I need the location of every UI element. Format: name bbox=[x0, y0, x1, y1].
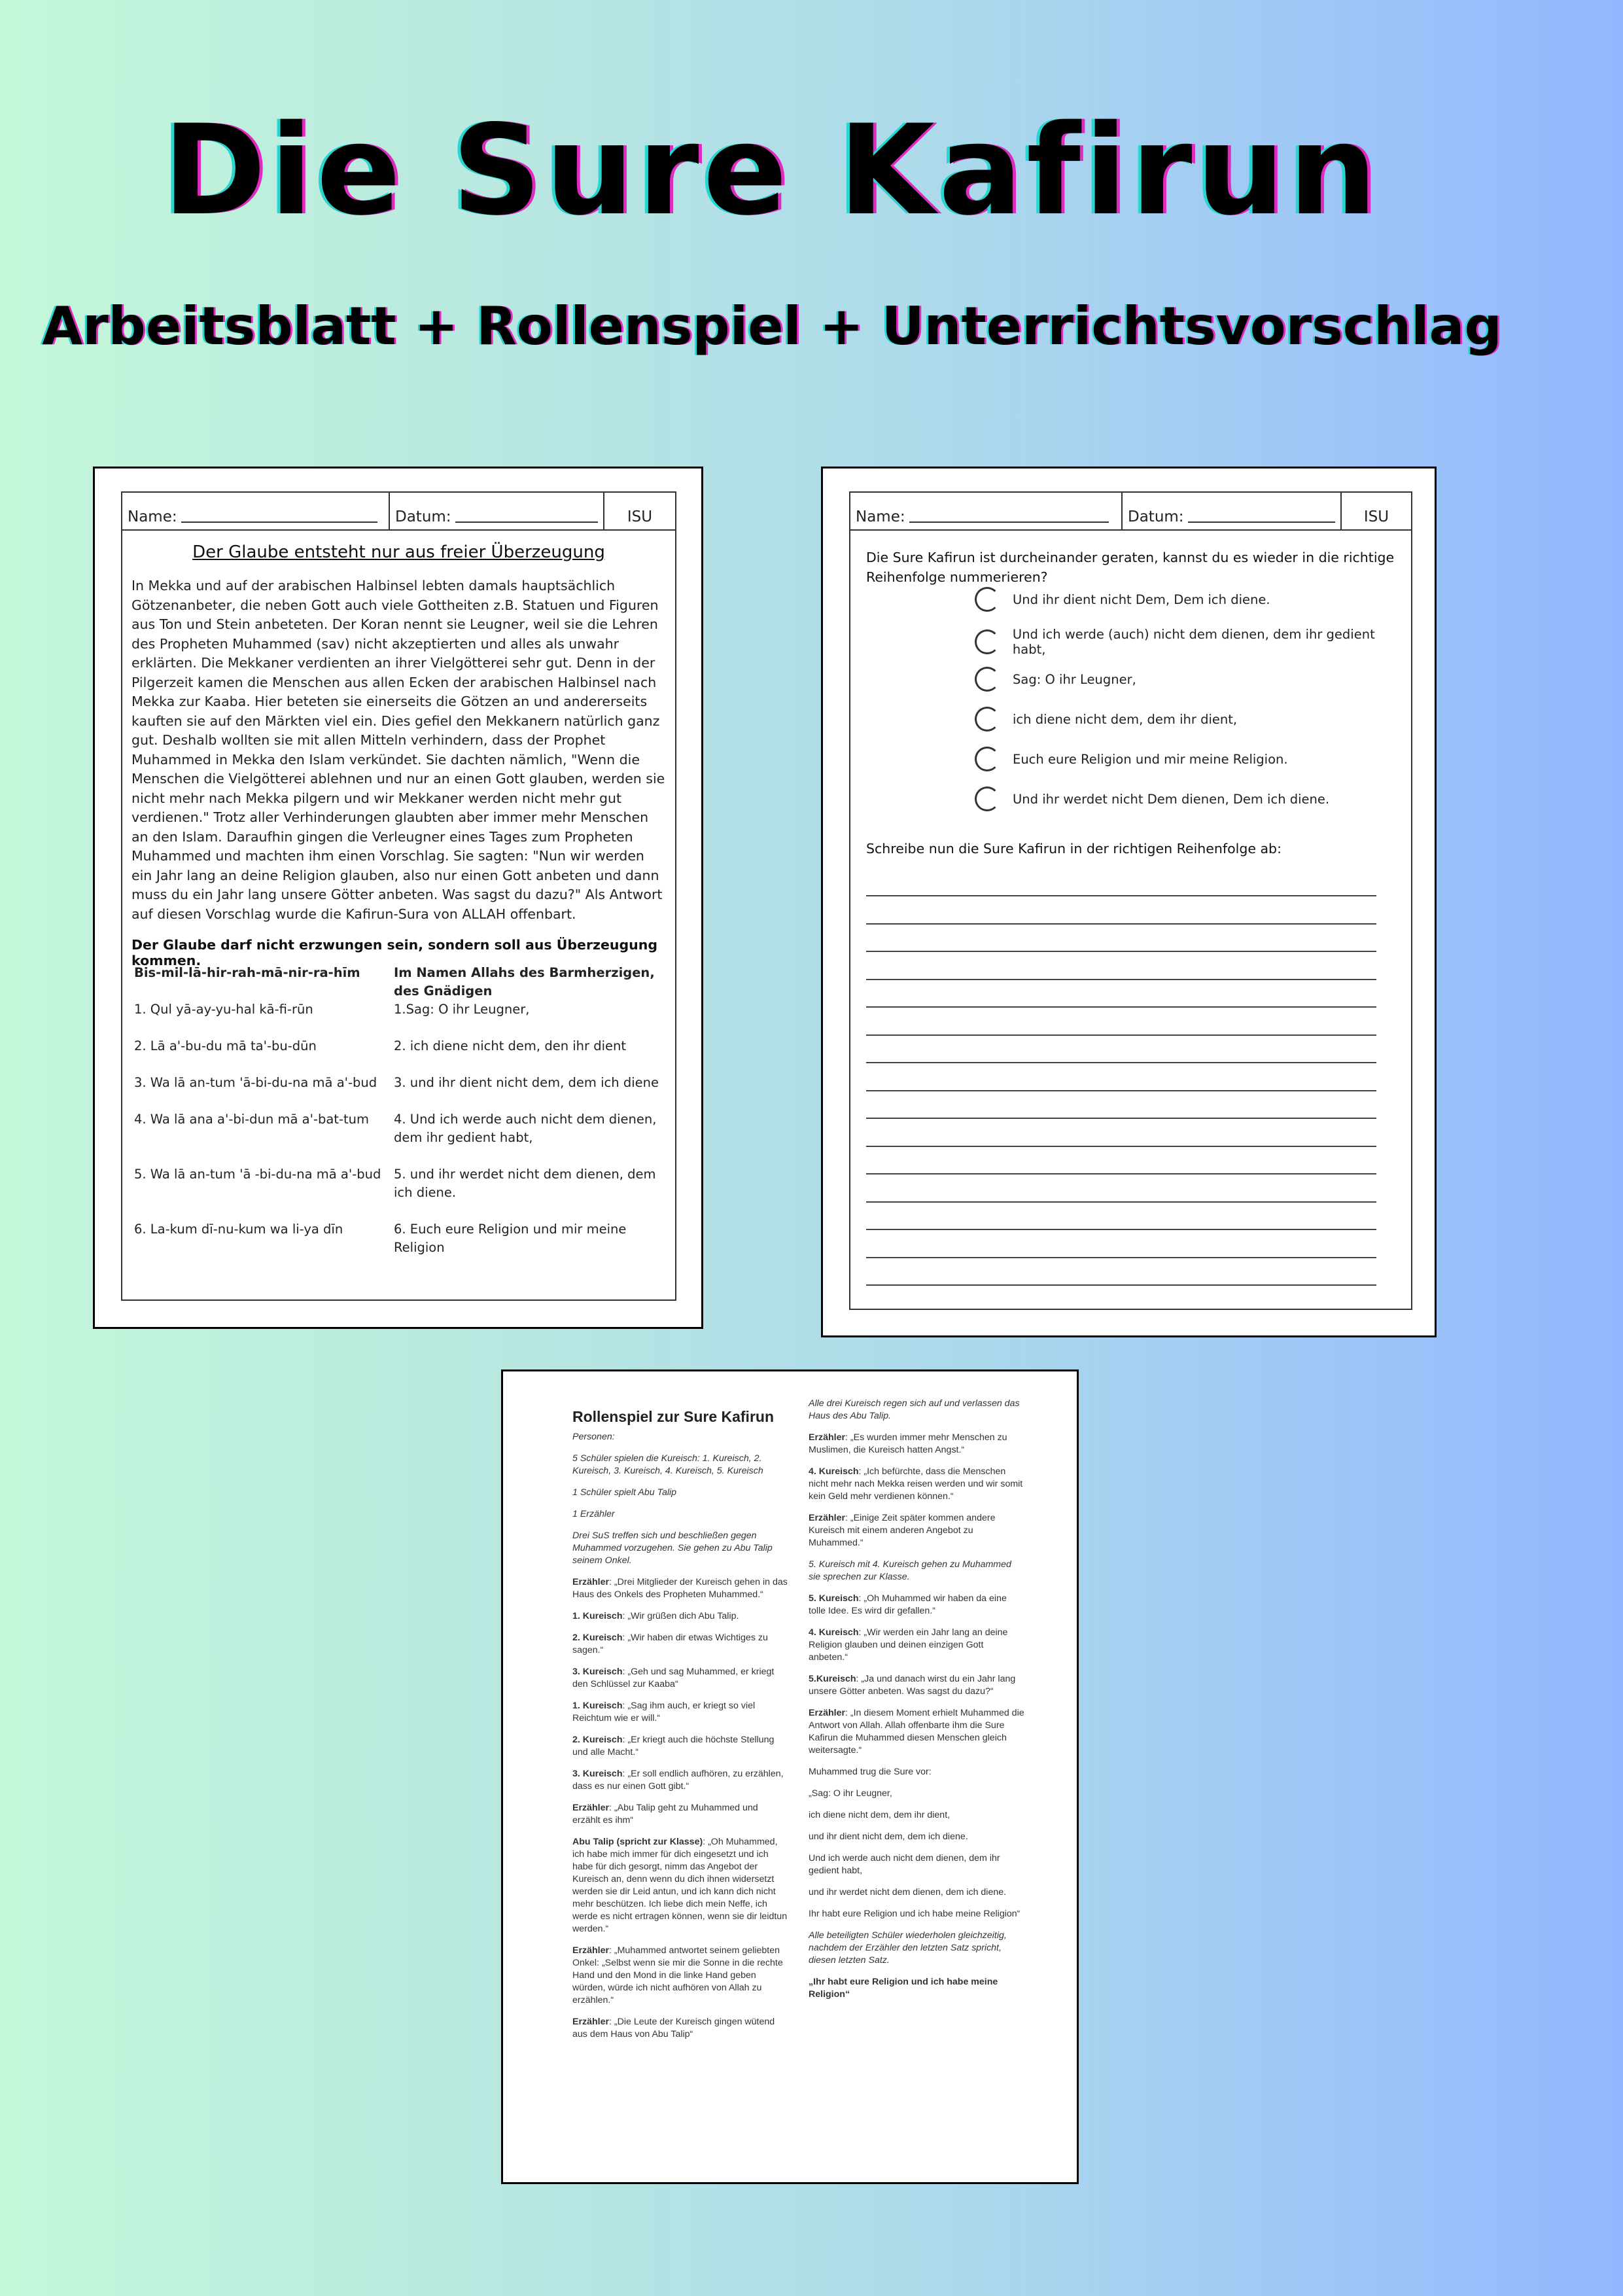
number-circle[interactable] bbox=[975, 667, 1000, 692]
writing-line[interactable] bbox=[866, 923, 1376, 925]
roleplay-paragraph bbox=[809, 1398, 1024, 1422]
ordering-item bbox=[975, 786, 1329, 811]
surah-german-line: Im Namen Allahs des Barmherzigen, des Gnädigen bbox=[394, 965, 655, 998]
writing-line[interactable] bbox=[866, 1146, 1376, 1147]
worksheet-heading: Der Glaube entsteht nur aus freier Überzeugung bbox=[192, 542, 605, 562]
roleplay-text: Alle beteiligten Schüler wiederholen gleichzeitig, nachdem der Erzähler den letzten Satz spricht, diesen letzten Satz. bbox=[809, 1930, 1007, 1966]
roleplay-text: : „Die Leute der Kureisch gingen wütend aus dem Haus von Abu Talip“ bbox=[572, 2017, 775, 2040]
roleplay-text: Alle drei Kureisch regen sich auf und verlassen das Haus des Abu Talip. bbox=[809, 1398, 1020, 1421]
roleplay-paragraph bbox=[572, 1768, 788, 1793]
story-text: In Mekka und auf der arabischen Halbinsel lebten damals hauptsächlich Götzenanbeter, die neben Gott auch viele Gottheiten z.B. Statuen und Figuren aus Ton und Stein anbeteten. Der Koran nennt sie Leugner, weil sie die Lehren des Propheten Muhammed (sav) nicht akzeptierten und alles als unwahr erklärten. Die Mekkaner verdienten an ihrer Vielgötterei sehr gut. Denn in der Pilgerzeit kamen die Menschen aus allen Ecken der arabischen Halbinsel nach Mekka zur Kaaba. Hier beteten sie einerseits die Götzen an und andererseits kauften sie auf den Märkten viel ein. Dies gefiel den Mekkanern natürlich ganz gut. Deshalb wollten sie mit allen Mitteln verhindern, dass der Prophet Muhammed in Mekka den Islam verkündet. Sie dachten nämlich, "Wenn die Menschen die Vielgötterei ablehnen und nur an einen Gott glauben, werden sie nicht mehr nach Mekka pilgern und wir Mekkaner werden nicht mehr gut verdienen." Trotz aller Verhinderungen glaubten aber immer mehr Menschen an den Islam. Daraufhin gingen die Verleugner eines Tages zum Propheten Muhammed und machten ihm einen Vorschlag. Sie sagten: "Nun wir werden ein Jahr lang an deine Religion glauben, also nur einen Gott anbeten und dann muss du ein Jahr lang unsere Götter anbeten. Was sagst du dazu?" Als Antwort auf diesen Vorschlag wurde die Kafirun-Sura von ALLAH offenbart. bbox=[131, 578, 665, 922]
ordering-item bbox=[975, 667, 1136, 692]
roleplay-text: 5. Kureisch mit 4. Kureisch gehen zu Muhammed sie sprechen zur Klasse. bbox=[809, 1559, 1011, 1582]
roleplay-paragraph bbox=[809, 1593, 1024, 1617]
roleplay-text: : „Muhammed antwortet seinem geliebten Onkel: „Selbst wenn sie mir die Sonne in die rechte Hand und den Mond in die linke Hand geben würden, würde ich nicht aufhören von Allah zu erzählen.“ bbox=[572, 1945, 783, 2005]
roleplay-text: Drei SuS treffen sich und beschließen gegen Muhammed vorzugehen. Sie gehen zu Abu Talip seinem Onkel. bbox=[572, 1530, 773, 1566]
roleplay-text: : „Ja und danach wirst du ein Jahr lang unsere Götter anbeten. Was sagst du dazu?“ bbox=[809, 1674, 1016, 1697]
roleplay-text: : „Oh Muhammed wir haben da eine tolle Idee. Es wird dir gefallen.“ bbox=[809, 1593, 1007, 1616]
roleplay-text: : „Ich befürchte, dass die Menschen nicht mehr nach Mekka reisen werden und wir somit kein Geld mehr verdienen können.“ bbox=[809, 1466, 1023, 1502]
ordering-item-text: ich diene nicht dem, dem ihr dient, bbox=[1013, 711, 1238, 727]
roleplay-paragraph bbox=[572, 1666, 788, 1691]
writing-line[interactable] bbox=[866, 1284, 1376, 1286]
writing-line[interactable] bbox=[866, 1062, 1376, 1063]
worksheet-frame bbox=[849, 491, 1412, 1310]
writing-line[interactable] bbox=[866, 1034, 1376, 1036]
roleplay-paragraph bbox=[572, 1700, 788, 1725]
roleplay-text: : „Oh Muhammed, ich habe mich immer für dich eingesetzt und ich habe für dich gesorgt, nimm das Angebot der Kureisch an, denn wenn du dich ihnen widersetzt werden sie dir Leid antun, und ich kann dich nicht mehr beschützen. Ich liebe dich mein Neffe, ich werde es nicht ertragen können, wenn sie dir leidtun werden.“ bbox=[572, 1837, 788, 1934]
datum-line bbox=[455, 521, 598, 523]
number-circle[interactable] bbox=[975, 747, 1000, 771]
roleplay-paragraph bbox=[572, 1836, 788, 1935]
roleplay-paragraph bbox=[809, 1930, 1024, 1967]
roleplay-paragraph bbox=[572, 2016, 788, 2041]
number-circle[interactable] bbox=[975, 707, 1000, 732]
roleplay-paragraph bbox=[572, 1945, 788, 2007]
roleplay-paragraph bbox=[572, 1734, 788, 1759]
copy-instruction: Schreibe nun die Sure Kafirun in der richtigen Reihenfolge ab: bbox=[866, 841, 1282, 857]
worksheet-page-1 bbox=[93, 467, 703, 1329]
roleplay-left-column bbox=[572, 1408, 788, 2050]
roleplay-text: „Sag: O ihr Leugner, bbox=[809, 1788, 892, 1799]
datum-label: Datum: bbox=[395, 508, 451, 525]
datum-line bbox=[1188, 521, 1335, 523]
speaker-label: 4. Kureisch bbox=[809, 1627, 859, 1638]
key-sentence: Der Glaube darf nicht erzwungen sein, sondern soll aus Überzeugung kommen. bbox=[131, 937, 658, 968]
surah-arabic-line: 2. Lā a'-bu-du mā ta'-bu-dūn bbox=[134, 1038, 317, 1053]
roleplay-text: „Ihr habt eure Religion und ich habe meine Religion“ bbox=[809, 1977, 998, 2000]
roleplay-paragraph bbox=[572, 1453, 788, 1477]
roleplay-paragraph bbox=[809, 1809, 1024, 1822]
surah-german-line: 3. und ihr dient nicht dem, dem ich diene bbox=[394, 1075, 659, 1090]
roleplay-paragraph bbox=[572, 1487, 788, 1499]
roleplay-text: : „Er soll endlich aufhören, zu erzählen, dass es nur einen Gott gibt.“ bbox=[572, 1769, 784, 1792]
surah-arabic-line: 5. Wa lā an-tum 'ā -bi-du-na mā a'-bud bbox=[134, 1167, 381, 1182]
roleplay-text: : „Wir grüßen dich Abu Talip. bbox=[622, 1611, 739, 1621]
roleplay-paragraph bbox=[572, 1610, 788, 1623]
roleplay-paragraph bbox=[572, 1508, 788, 1521]
roleplay-paragraph bbox=[809, 1512, 1024, 1549]
roleplay-paragraph bbox=[809, 1707, 1024, 1757]
ordering-question: Die Sure Kafirun ist durcheinander geraten, kannst du es wieder in die richtige Reihenfolge nummerieren? bbox=[866, 550, 1395, 585]
speaker-label: 1. Kureisch bbox=[572, 1701, 623, 1711]
ordering-item-text: Sag: O ihr Leugner, bbox=[1013, 671, 1136, 687]
roleplay-text: 5 Schüler spielen die Kureisch: 1. Kureisch, 2. Kureisch, 3. Kureisch, 4. Kureisch, 5. Kureisch bbox=[572, 1453, 763, 1476]
roleplay-text: und ihr dient nicht dem, dem ich diene. bbox=[809, 1831, 968, 1842]
surah-arabic-line: 1. Qul yā-ay-yu-hal kā-fi-rūn bbox=[134, 1002, 313, 1017]
writing-line[interactable] bbox=[866, 1257, 1376, 1258]
writing-line[interactable] bbox=[866, 1118, 1376, 1119]
roleplay-text: : „Wir haben dir etwas Wichtiges zu sagen.“ bbox=[572, 1633, 768, 1655]
roleplay-text: : „Wir werden ein Jahr lang an deine Religion glauben und deinen einzigen Gott anbeten.“ bbox=[809, 1627, 1008, 1663]
speaker-label: Erzähler bbox=[572, 1945, 609, 1956]
ordering-item-text: Und ich werde (auch) nicht dem dienen, dem ihr gedient habt, bbox=[1012, 627, 1375, 657]
speaker-label: 3. Kureisch bbox=[572, 1667, 623, 1677]
roleplay-paragraph bbox=[572, 1632, 788, 1657]
roleplay-text: : „Es wurden immer mehr Menschen zu Muslimen, die Kureisch hatten Angst.“ bbox=[809, 1432, 1007, 1455]
ordering-item bbox=[975, 627, 1411, 657]
roleplay-paragraph bbox=[809, 1673, 1024, 1698]
roleplay-text: Muhammed trug die Sure vor: bbox=[809, 1767, 932, 1777]
header-row bbox=[122, 493, 675, 531]
roleplay-text: : „Er kriegt auch die höchste Stellung und alle Macht.“ bbox=[572, 1735, 775, 1757]
speaker-label: 2. Kureisch bbox=[572, 1633, 623, 1643]
name-line bbox=[181, 521, 377, 523]
roleplay-paragraph bbox=[809, 1766, 1024, 1778]
ordering-item bbox=[975, 747, 1288, 771]
number-circle[interactable] bbox=[975, 786, 1000, 811]
isu-label: ISU bbox=[1363, 508, 1389, 525]
writing-line[interactable] bbox=[866, 1090, 1376, 1091]
ordering-item bbox=[975, 707, 1237, 732]
surah-german-line: 4. Und ich werde auch nicht dem dienen, dem ihr gedient habt, bbox=[394, 1112, 657, 1145]
roleplay-paragraph bbox=[572, 1576, 788, 1601]
roleplay-paragraph bbox=[809, 1627, 1024, 1664]
roleplay-right-column bbox=[809, 1398, 1024, 2010]
speaker-label: Abu Talip (spricht zur Klasse) bbox=[572, 1837, 703, 1847]
roleplay-paragraph bbox=[809, 1886, 1024, 1899]
roleplay-text: : „Drei Mitglieder der Kureisch gehen in das Haus des Onkels des Propheten Muhammed.“ bbox=[572, 1577, 788, 1600]
name-line bbox=[909, 521, 1109, 523]
main-title: Die Sure Kafirun bbox=[162, 98, 1382, 243]
roleplay-paragraph bbox=[809, 1976, 1024, 2001]
roleplay-text: 1 Schüler spielt Abu Talip bbox=[572, 1487, 677, 1498]
roleplay-text: 1 Erzähler bbox=[572, 1509, 615, 1519]
speaker-label: Erzähler bbox=[572, 1803, 609, 1813]
roleplay-paragraph bbox=[809, 1788, 1024, 1800]
surah-arabic-line: 3. Wa lā an-tum 'ā-bi-du-na mā a'-bud bbox=[134, 1075, 377, 1090]
surah-arabic-line: 4. Wa lā ana a'-bi-dun mā a'-bat-tum bbox=[134, 1112, 369, 1127]
name-label: Name: bbox=[856, 508, 905, 525]
writing-line[interactable] bbox=[866, 979, 1376, 980]
isu-label: ISU bbox=[627, 508, 653, 525]
surah-arabic-line: 6. La-kum dī-nu-kum wa li-ya dīn bbox=[134, 1222, 343, 1237]
roleplay-text: : „Abu Talip geht zu Muhammed und erzählt es ihm“ bbox=[572, 1803, 758, 1826]
roleplay-page bbox=[501, 1369, 1079, 2184]
ordering-item-text: Und ihr dient nicht Dem, Dem ich diene. bbox=[1013, 592, 1270, 607]
roleplay-text: Personen: bbox=[572, 1432, 615, 1442]
roleplay-text: ich diene nicht dem, dem ihr dient, bbox=[809, 1810, 951, 1820]
surah-arabic-line: Bis-mil-lā-hir-rah-mā-nir-ra-hīm bbox=[134, 965, 360, 980]
speaker-label: 5.Kureisch bbox=[809, 1674, 856, 1684]
roleplay-paragraph bbox=[572, 1530, 788, 1567]
surah-german-line: 1.Sag: O ihr Leugner, bbox=[394, 1002, 530, 1017]
roleplay-text: Und ich werde auch nicht dem dienen, dem ihr gedient habt, bbox=[809, 1853, 1000, 1876]
roleplay-paragraph bbox=[572, 1802, 788, 1827]
speaker-label: Erzähler bbox=[809, 1513, 845, 1523]
surah-german-line: 5. und ihr werdet nicht dem dienen, dem ich diene. bbox=[394, 1167, 656, 1200]
roleplay-paragraph bbox=[809, 1908, 1024, 1920]
worksheet-frame bbox=[121, 491, 676, 1301]
writing-line[interactable] bbox=[866, 951, 1376, 952]
datum-label: Datum: bbox=[1128, 508, 1184, 525]
roleplay-paragraph bbox=[809, 1559, 1024, 1583]
writing-line[interactable] bbox=[866, 895, 1376, 896]
speaker-label: Erzähler bbox=[572, 2017, 609, 2027]
speaker-label: 3. Kureisch bbox=[572, 1769, 623, 1779]
roleplay-title: Rollenspiel zur Sure Kafirun bbox=[572, 1408, 774, 1425]
speaker-label: 1. Kureisch bbox=[572, 1611, 623, 1621]
roleplay-text: Ihr habt eure Religion und ich habe meine Religion“ bbox=[809, 1909, 1021, 1919]
roleplay-paragraph bbox=[809, 1432, 1024, 1457]
roleplay-paragraph bbox=[809, 1852, 1024, 1877]
speaker-label: 4. Kureisch bbox=[809, 1466, 859, 1477]
surah-german-line: 6. Euch eure Religion und mir meine Religion bbox=[394, 1222, 627, 1255]
writing-line[interactable] bbox=[866, 1201, 1376, 1203]
worksheet-page-2 bbox=[821, 467, 1437, 1337]
writing-line[interactable] bbox=[866, 1006, 1376, 1008]
speaker-label: Erzähler bbox=[572, 1577, 609, 1587]
writing-line[interactable] bbox=[866, 1229, 1376, 1230]
subtitle: Arbeitsblatt + Rollenspiel + Unterrichtsvorschlag bbox=[42, 296, 1502, 357]
roleplay-text: und ihr werdet nicht dem dienen, dem ich diene. bbox=[809, 1887, 1007, 1898]
number-circle[interactable] bbox=[975, 587, 1000, 612]
roleplay-paragraph bbox=[809, 1466, 1024, 1503]
name-label: Name: bbox=[128, 508, 177, 525]
roleplay-text: : „Sag ihm auch, er kriegt so viel Reichtum wie er will.“ bbox=[572, 1701, 756, 1723]
roleplay-text: : „Geh und sag Muhammed, er kriegt den Schlüssel zur Kaaba“ bbox=[572, 1667, 775, 1689]
roleplay-paragraph bbox=[809, 1831, 1024, 1843]
ordering-item bbox=[975, 587, 1270, 612]
speaker-label: Erzähler bbox=[809, 1432, 845, 1443]
speaker-label: 5. Kureisch bbox=[809, 1593, 859, 1604]
roleplay-text: : „In diesem Moment erhielt Muhammed die Antwort von Allah. Allah offenbarte ihm die Sure Kafirun die Muhammed diesen Menschen gleich weitersagte.“ bbox=[809, 1708, 1024, 1756]
speaker-label: 2. Kureisch bbox=[572, 1735, 623, 1745]
writing-line[interactable] bbox=[866, 1173, 1376, 1174]
number-circle[interactable] bbox=[975, 629, 1000, 654]
surah-german-line: 2. ich diene nicht dem, den ihr dient bbox=[394, 1038, 627, 1053]
roleplay-text: : „Einige Zeit später kommen andere Kureisch mit einem anderen Angebot zu Muhammed.“ bbox=[809, 1513, 996, 1548]
ordering-item-text: Und ihr werdet nicht Dem dienen, Dem ich diene. bbox=[1013, 791, 1330, 807]
roleplay-paragraph bbox=[572, 1431, 788, 1443]
ordering-item-text: Euch eure Religion und mir meine Religion. bbox=[1013, 751, 1288, 767]
header-row bbox=[850, 493, 1411, 531]
speaker-label: Erzähler bbox=[809, 1708, 845, 1718]
